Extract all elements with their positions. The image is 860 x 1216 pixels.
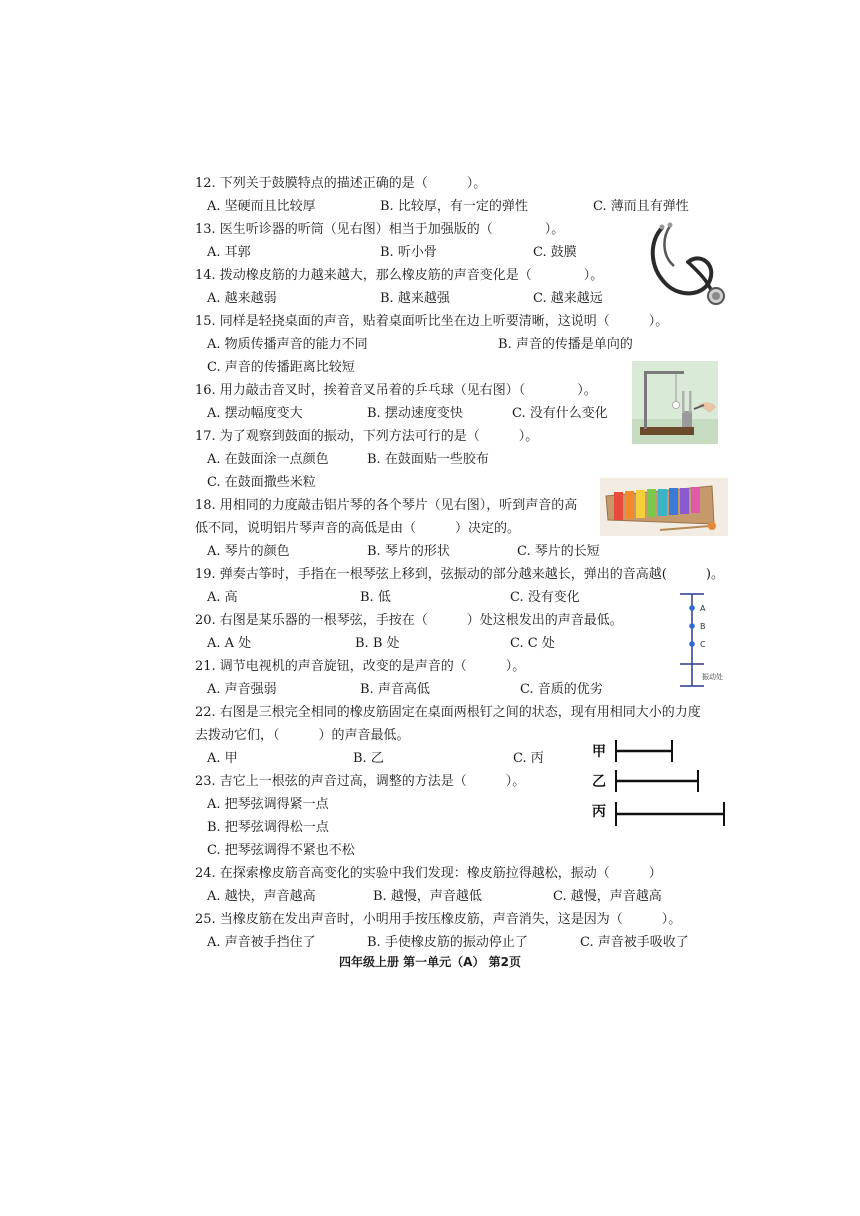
option-c: C. 薄而且有弹性: [593, 199, 689, 214]
option-a: A. 耳郭: [207, 245, 251, 260]
point-b-label: B: [700, 622, 706, 631]
question-16-stem: 16. 用力敲击音叉时，挨着音叉吊着的乒乓球（见右图）（ ）。: [195, 383, 597, 398]
question-22-stem-line1: 22. 右图是三根完全相同的橡皮筋固定在桌面两根钉之间的状态，现有用相同大小的力度: [195, 705, 701, 720]
option-b: B. 越来越强: [380, 291, 450, 306]
question-15-stem: 15. 同样是轻挠桌面的声音，贴着桌面听比坐在边上听要清晰，这说明（ ）。: [195, 314, 669, 329]
option-a: A. A 处: [207, 636, 252, 651]
question-15-option-c: C. 声音的传播距离比较短: [207, 360, 355, 375]
question-17-stem: 17. 为了观察到鼓面的振动，下列方法可行的是（ ）。: [195, 429, 539, 444]
question-17-option-c: C. 在鼓面撒些米粒: [207, 475, 316, 490]
option-a: A. 越来越弱: [207, 291, 277, 306]
question-25-stem: 25. 当橡皮筋在发出声音时，小明用手按压橡皮筋，声音消失，这是因为（ ）。: [195, 912, 682, 927]
option-a: A. 物质传播声音的能力不同: [207, 337, 368, 352]
band-jia-label: 甲: [592, 744, 606, 760]
option-c: C. 越慢，声音越高: [553, 889, 662, 904]
band-yi-label: 乙: [592, 774, 606, 790]
point-a-dot: [689, 605, 695, 611]
option-b: B. 听小骨: [380, 245, 437, 260]
option-a: A. 摆动幅度变大: [207, 406, 303, 421]
question-23-option-c: C. 把琴弦调得不紧也不松: [207, 843, 355, 858]
point-c-dot: [689, 641, 695, 647]
question-19-stem: 19. 弹奏古筝时，手指在一根琴弦上移到，弦振动的部分越来越长，弹出的音高越( )。: [195, 567, 724, 582]
option-a: A. 琴片的颜色: [207, 544, 290, 559]
point-a-label: A: [700, 604, 706, 613]
question-24-stem: 24. 在探索橡皮筋音高变化的实验中我们发现：橡皮筋拉得越松，振动（ ）: [195, 866, 662, 881]
option-c: C. 声音被手吸收了: [580, 935, 689, 950]
option-b: B. 琴片的形状: [367, 544, 450, 559]
option-b: B. B 处: [355, 636, 400, 651]
option-b: B. 比较厚，有一定的弹性: [380, 199, 528, 214]
question-18-stem-line1: 18. 用相同的力度敲击铝片琴的各个琴片（见右图），听到声音的高: [195, 498, 578, 513]
option-a: A. 越快，声音越高: [207, 889, 316, 904]
option-a: A. 高: [207, 590, 238, 605]
vibration-point-label: 振动处: [702, 673, 723, 681]
page-footer: 四年级上册 第一单元（A） 第2页: [339, 955, 521, 969]
option-b: B. 乙: [353, 751, 384, 766]
tuning-fork-image: [632, 361, 718, 444]
option-a: A. 声音强弱: [207, 682, 277, 697]
option-a: A. 在鼓面涂一点颜色: [207, 452, 329, 467]
option-b: B. 声音的传播是单向的: [498, 337, 633, 352]
point-c-label: C: [700, 640, 706, 649]
question-13-stem: 13. 医生听诊器的听筒（见右图）相当于加强版的（ ）。: [195, 222, 565, 237]
xylophone-image: [600, 478, 728, 536]
option-c: C. 没有变化: [510, 590, 580, 605]
option-c: C. 丙: [513, 751, 544, 766]
option-b: B. 在鼓面贴一些胶布: [367, 452, 489, 467]
question-23-stem: 23. 吉它上一根弦的声音过高，调整的方法是（ ）。: [195, 774, 526, 789]
point-b-dot: [689, 623, 695, 629]
question-22-stem-line2: 去拨动它们，（ ）的声音最低。: [195, 728, 410, 743]
option-a: A. 声音被手挡住了: [207, 935, 316, 950]
rubber-bands-diagram: [588, 738, 728, 830]
option-c: C. 琴片的长短: [517, 544, 600, 559]
option-a: A. 坚硬而且比较厚: [207, 199, 316, 214]
question-23-option-a: A. 把琴弦调得紧一点: [207, 797, 329, 812]
option-b: B. 摆动速度变快: [367, 406, 463, 421]
option-c: C. C 处: [510, 636, 555, 651]
option-b: B. 越慢，声音越低: [373, 889, 482, 904]
string-abc-diagram: [676, 590, 732, 690]
option-a: A. 甲: [207, 751, 238, 766]
option-c: C. 音质的优劣: [520, 682, 603, 697]
option-c: C. 越来越远: [533, 291, 603, 306]
question-14-stem: 14. 拨动橡皮筋的力越来越大，那么橡皮筋的声音变化是（ ）。: [195, 268, 604, 283]
option-b: B. 低: [360, 590, 391, 605]
question-12-stem: 12. 下列关于鼓膜特点的描述正确的是（ ）。: [195, 176, 487, 191]
option-c: C. 鼓膜: [533, 245, 577, 260]
question-20-stem: 20. 右图是某乐器的一根琴弦，手按在（ ）处这根发出的声音最低。: [195, 613, 623, 628]
option-c: C. 没有什么变化: [512, 406, 608, 421]
stethoscope-image: [640, 222, 732, 308]
question-23-option-b: B. 把琴弦调得松一点: [207, 820, 329, 835]
question-21-stem: 21. 调节电视机的声音旋钮，改变的是声音的（ ）。: [195, 659, 526, 674]
band-bing-label: 丙: [592, 804, 606, 820]
question-18-stem-line2: 低不同，说明铝片琴声音的高低是由（ ）决定的。: [195, 521, 521, 536]
option-b: B. 手使橡皮筋的振动停止了: [367, 935, 528, 950]
option-b: B. 声音高低: [360, 682, 430, 697]
